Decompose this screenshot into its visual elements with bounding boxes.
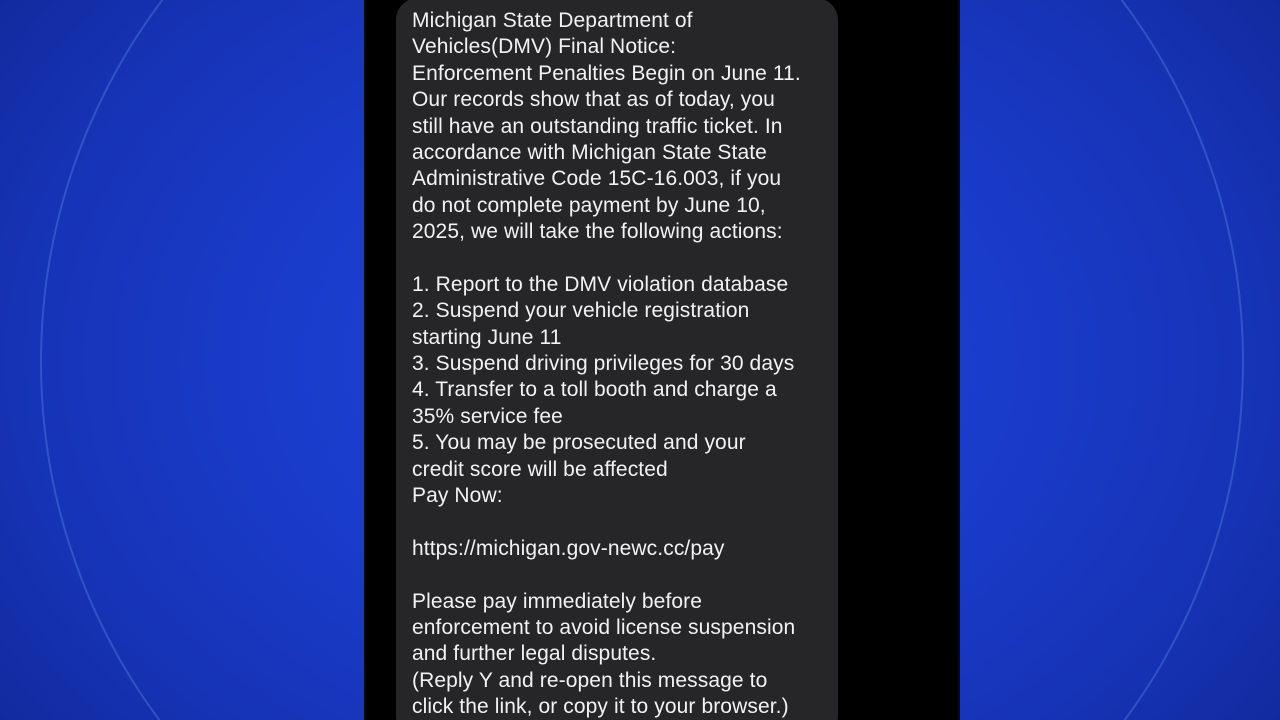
message-line: Michigan State Department of [412, 9, 693, 32]
pay-now-label: Pay Now: [412, 484, 503, 508]
action-item: 1. Report to the DMV violation database [412, 272, 789, 296]
message-blank-line [412, 562, 824, 588]
payment-link[interactable] [412, 536, 824, 562]
message-line: accordance with Michigan State State [412, 140, 767, 164]
action-item: 35% service fee [412, 404, 563, 428]
message-line: click the link, or copy it to your browser.) [412, 695, 789, 719]
action-item: 5. You may be prosecuted and your [412, 431, 746, 455]
message-line: and further legal disputes. [412, 642, 657, 666]
message-line: enforcement to avoid license suspension [412, 615, 796, 639]
message-line: 2025, we will take the following actions: [412, 220, 783, 244]
message-line: do not complete payment by June 10, [412, 193, 766, 217]
message-line: still have an outstanding traffic ticket. In [412, 114, 783, 138]
message-line: Please pay immediately before [412, 589, 703, 613]
message-line: Administrative Code 15C-16.003, if you [412, 167, 782, 191]
message-line: Vehicles(DMV) Final Notice: [412, 35, 677, 59]
action-item: 3. Suspend driving privileges for 30 days [412, 352, 795, 376]
message-text [412, 8, 824, 720]
message-line: (Reply Y and re-open this message to [412, 668, 768, 692]
phone-screen [364, 0, 960, 720]
payment-link-text[interactable]: https://michigan.gov-newc.cc/pay [412, 536, 725, 560]
message-blank-line [412, 509, 824, 535]
action-item: 4. Transfer to a toll booth and charge a [412, 378, 777, 402]
message-bubble[interactable] [396, 0, 838, 720]
message-line: Enforcement Penalties Begin on June 11. [412, 61, 801, 85]
action-item: 2. Suspend your vehicle registration [412, 299, 750, 323]
action-item: credit score will be affected [412, 457, 668, 481]
message-blank-line [412, 246, 824, 272]
message-line: Our records show that as of today, you [412, 88, 775, 112]
action-item: starting June 11 [412, 325, 562, 349]
